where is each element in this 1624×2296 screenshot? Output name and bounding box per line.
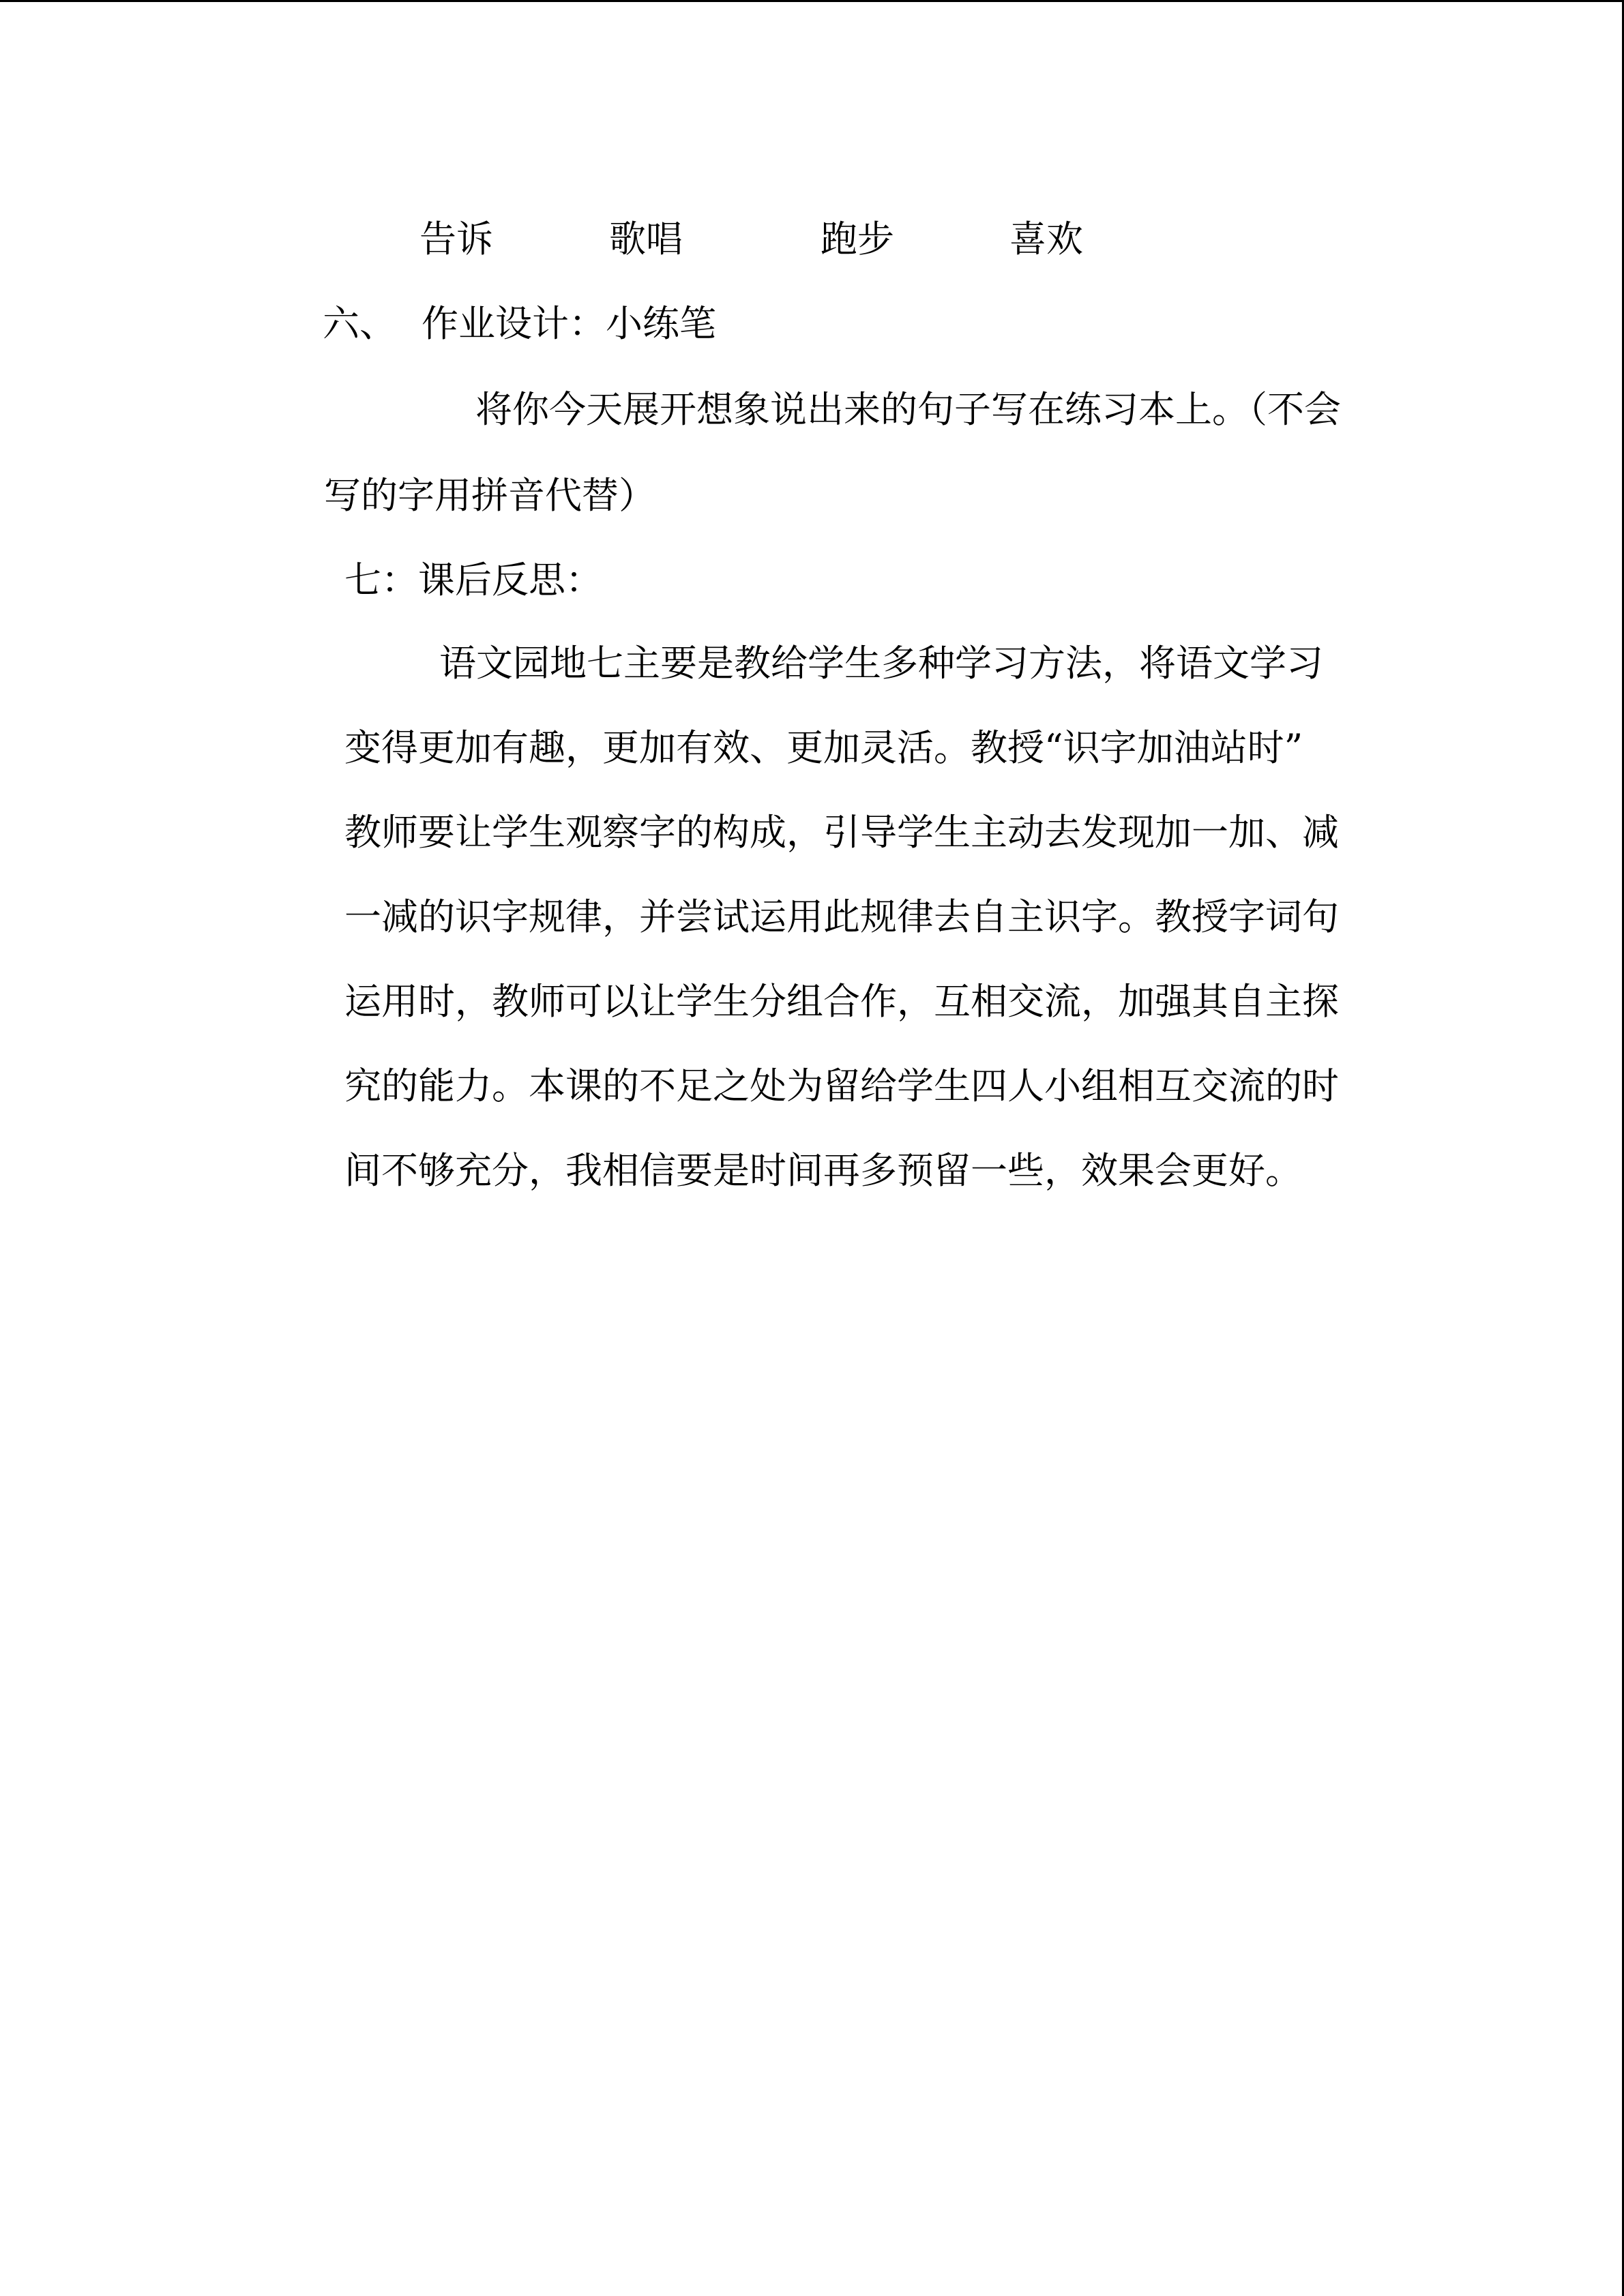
section-7-body-line: 教师要让学生观察字的构成，引导学生主动去发现加一加、减 bbox=[344, 811, 1339, 854]
section-7-body-line: 一减的识字规律，并尝试运用此规律去自主识字。教授字词句 bbox=[344, 895, 1339, 938]
word-item: 歌唱 bbox=[609, 218, 683, 260]
section-7-title: 七：课后反思： bbox=[344, 558, 602, 601]
section-6-title: 作业设计：小练笔 bbox=[422, 302, 716, 345]
page-top-border bbox=[0, 0, 1624, 2]
section-7-body-line: 语文园地七主要是教给学生多种学习方法，将语文学习 bbox=[439, 642, 1323, 685]
section-6-number: 六、 bbox=[323, 302, 396, 345]
word-item: 喜欢 bbox=[1009, 218, 1083, 260]
section-7-body-line: 究的能力。本课的不足之处为留给学生四人小组相互交流的时 bbox=[344, 1064, 1339, 1107]
section-6-body-line: 写的字用拼音代替） bbox=[324, 474, 655, 517]
section-7-body-line: 间不够充分，我相信要是时间再多预留一些，效果会更好。 bbox=[344, 1149, 1302, 1192]
section-7-body-line: 运用时，教师可以让学生分组合作，互相交流，加强其自主探 bbox=[344, 980, 1339, 1023]
word-item: 告诉 bbox=[419, 218, 493, 260]
section-6-body-line: 将你今天展开想象说出来的句子写在练习本上。（不会 bbox=[475, 388, 1341, 431]
word-item: 跑步 bbox=[821, 218, 894, 260]
section-7-body-line: 变得更加有趣，更加有效、更加灵活。教授“识字加油站时” bbox=[344, 726, 1303, 769]
